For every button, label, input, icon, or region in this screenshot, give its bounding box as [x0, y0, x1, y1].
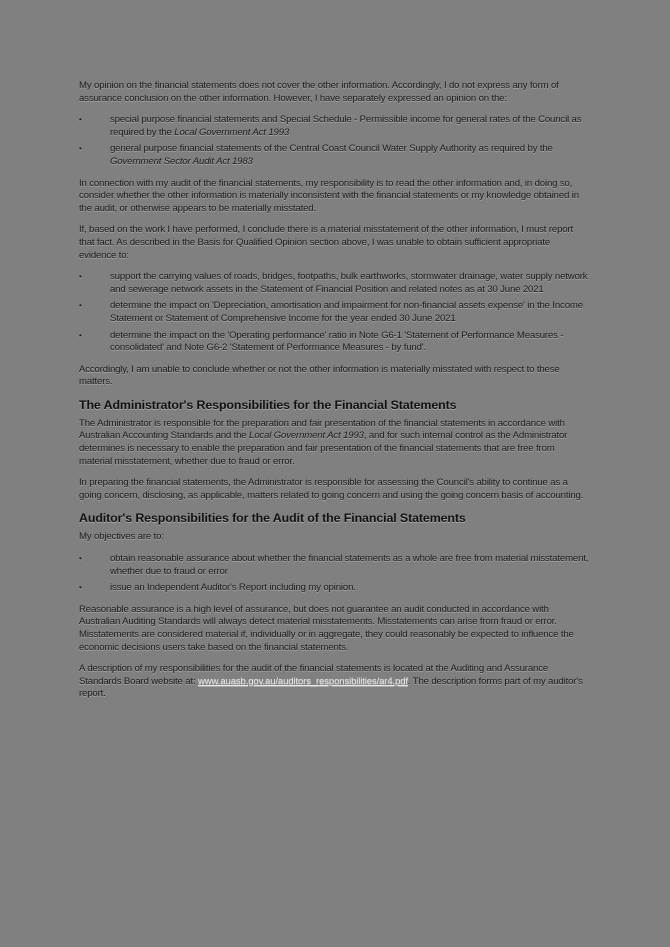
bullet-icon: •: [79, 144, 82, 154]
responsibility-paragraph: In connection with my audit of the financial statements, my responsibility is to read the other information and, in doing so, consider whether the other information is materially inconsistent with the financial statements or my knowledge obtained in the audit, or otherwise appears to be materially misstated.: [79, 177, 579, 214]
list-item: • support the carrying values of roads, bridges, footpaths, bulk earthworks, stormwater drainage, water supply network and sewerage network assets in the Statement of Financial Position and related notes as at 30 June 2021: [79, 271, 588, 295]
bullet-icon: •: [79, 583, 82, 593]
objectives-list: [79, 553, 589, 595]
list-item: • obtain reasonable assurance about whether the financial statements as a whole are free from material misstatement, whether due to fraud or error: [79, 553, 589, 577]
separate-opinions-list: [79, 114, 589, 168]
administrator-paragraph-1: The Administrator is responsible for the preparation and fair presentation of the financial statements in accordance with Australian Accounting Standards and the Local Government Act 1993, and for such internal control as the Administrator determines is necessary to enable the preparation and fair presentation of the financial statements that are free from material misstatement, whether due to fraud or error.: [79, 417, 568, 467]
administrator-paragraph-2: In preparing the financial statements, the Administrator is responsible for assessing the Council's ability to continue as a going concern, disclosing, as applicable, matters related to going concern and using the going concern basis of accounting.: [79, 477, 584, 501]
bullet-icon: •: [79, 330, 82, 340]
description-paragraph: A description of my responsibilities for the audit of the financial statements is located at the Auditing and Assurance Standards Board website at: www.auasb.gov.au/auditors_responsibilities/ar4.pdf. The description forms part of my auditor's report.: [79, 663, 583, 700]
act-name: Local Government Act 1993: [249, 430, 364, 442]
act-name: Government Sector Audit Act 1983: [110, 155, 253, 167]
auasb-link[interactable]: www.auasb.gov.au/auditors_responsibilities/ar4.pdf: [198, 675, 408, 687]
list-item: • determine the impact on the 'Operating performance' ratio in Note G6-1 'Statement of Performance Measures - consolidated' and Note G6-2 'Statement of Performance Measures - by fund'.: [79, 329, 564, 354]
act-name: Local Government Act 1993: [174, 126, 290, 138]
auditor-heading: Auditor's Responsibilities for the Audit of the Financial Statements: [79, 511, 466, 526]
accordingly-paragraph: Accordingly, I am unable to conclude whether or not the other information is materially misstated with respect to these matters.: [79, 363, 560, 388]
objectives-intro: My objectives are to:: [79, 531, 164, 543]
other-info-intro: My opinion on the financial statements does not cover the other information. Accordingly, I do not express any form of assurance conclusion on the other information. However, I have separately expressed an opinion on the:: [79, 80, 559, 104]
bullet-icon: •: [79, 272, 82, 282]
bullet-icon: •: [79, 554, 82, 564]
list-item: • general purpose financial statements of the Central Coast Council Water Supply Authority as required by the Government Sector Audit Act 1983: [79, 143, 553, 167]
list-item: • determine the impact on 'Depreciation, amortisation and impairment for non-financial assets expense' in the Income Statement or Statement of Comprehensive Income for the year ended 30 June 2021: [79, 300, 583, 324]
document-page: [79, 80, 589, 710]
reasonable-assurance-paragraph: Reasonable assurance is a high level of assurance, but does not guarantee an audit conducted in accordance with Australian Auditing Standards will always detect material misstatements. Misstatements can arise from fraud or error. Misstatements are considered material if, individually or in aggregate, they could reasonably be expected to influence the economic decisions users take based on the financial statements.: [79, 603, 574, 653]
conclusion-intro: If, based on the work I have performed, I conclude there is a material misstatement of the other information, I must report that fact. As described in the Basis for Qualified Opinion section above, I was unable to obtain sufficient appropriate evidence to:: [79, 224, 573, 261]
list-item: • issue an Independent Auditor's Report including my opinion.: [79, 582, 356, 594]
bullet-icon: •: [79, 301, 82, 311]
bullet-icon: •: [79, 115, 82, 125]
unable-items-list: [79, 271, 589, 355]
list-item: • special purpose financial statements and Special Schedule - Permissible income for general rates of the Council as required by the Local Government Act 1993: [79, 114, 582, 138]
administrator-heading: The Administrator's Responsibilities for the Financial Statements: [79, 397, 457, 412]
